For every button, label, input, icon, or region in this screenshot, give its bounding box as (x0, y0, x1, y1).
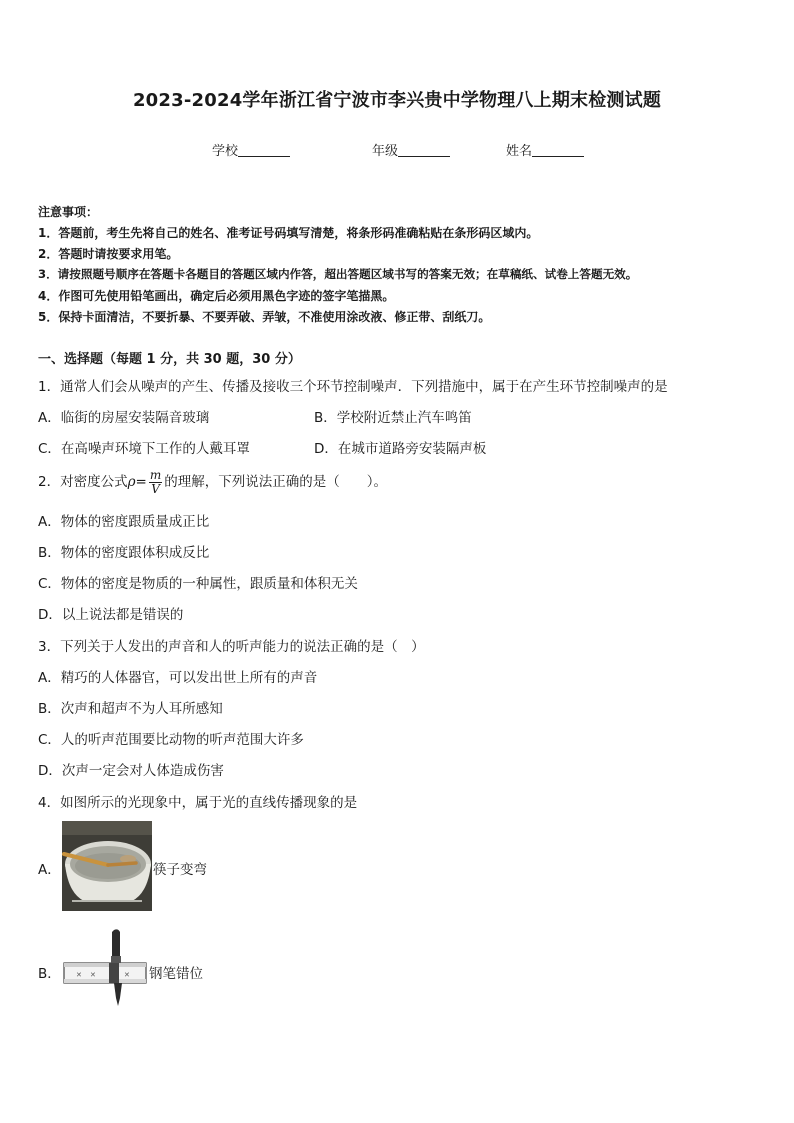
q2-stem-suffix: 的理解，下列说法正确的是（ ）。 (164, 474, 387, 490)
density-symbol: ρ (127, 474, 136, 490)
q3-option-c: C．人的听声范围要比动物的听声范围大许多 (38, 732, 304, 748)
pen-behind-glass-image (62, 928, 148, 1010)
question-2-stem (38, 466, 387, 498)
q3-option-d: D．次声一定会对人体造成伤害 (38, 763, 224, 779)
svg-text:✕: ✕ (124, 971, 130, 979)
q3-option-a: A．精巧的人体器官，可以发出世上所有的声音 (38, 670, 318, 686)
school-field[interactable] (212, 140, 290, 159)
q4-option-a-text: 筷子变弯 (153, 862, 207, 878)
name-label: 姓名 (506, 144, 533, 159)
grade-field[interactable] (372, 140, 450, 159)
q2-option-b: B．物体的密度跟体积成反比 (38, 545, 210, 561)
q2-option-d: D．以上说法都是错误的 (38, 607, 184, 623)
note-item: 4．作图可先使用铅笔画出，确定后必须用黑色字迹的签字笔描黑。 (38, 289, 395, 303)
fraction-denominator: V (151, 481, 160, 496)
notes-heading: 注意事项： (38, 205, 99, 219)
grade-blank[interactable] (398, 144, 450, 157)
svg-text:✕: ✕ (76, 971, 82, 979)
q4-option-b-text: 钢笔错位 (149, 966, 203, 982)
grade-label: 年级 (372, 144, 399, 159)
q2-stem-prefix: 2．对密度公式 (38, 474, 128, 490)
fraction-numerator: m (149, 467, 162, 482)
note-item: 1．答题前，考生先将自己的姓名、准考证号码填写清楚，将条形码准确粘贴在条形码区域内。 (38, 226, 539, 240)
note-item: 5．保持卡面清洁，不要折暴、不要弄破、弄皱，不准使用涂改液、修正带、刮纸刀。 (38, 310, 491, 324)
q4-option-a-letter: A． (38, 862, 61, 878)
note-item: 2．答题时请按要求用笔。 (38, 247, 179, 261)
chopsticks-in-water-image (62, 821, 152, 911)
q1-option-b: B．学校附近禁止汽车鸣笛 (314, 410, 472, 426)
q1-option-a: A．临街的房屋安装隔音玻璃 (38, 410, 210, 426)
q1-option-d: D．在城市道路旁安装隔声板 (314, 441, 487, 457)
question-4-stem: 4．如图所示的光现象中，属于光的直线传播现象的是 (38, 795, 358, 811)
note-item: 3．请按照题号顺序在答题卡各题目的答题区域内作答，超出答题区域书写的答案无效；在草稿纸、试卷上答题无效。 (38, 267, 638, 281)
question-1-stem: 1．通常人们会从噪声的产生、传播及接收三个环节控制噪声．下列措施中，属于在产生环节控制噪声的是 (38, 379, 668, 395)
name-field[interactable] (506, 140, 584, 159)
q2-option-a: A．物体的密度跟质量成正比 (38, 514, 210, 530)
name-blank[interactable] (532, 144, 584, 157)
page-title: 2023-2024学年浙江省宁波市李兴贵中学物理八上期末检测试题 (132, 90, 662, 111)
svg-text:✕: ✕ (90, 971, 96, 979)
density-fraction (149, 469, 162, 496)
section-heading: 一、选择题（每题 1 分，共 30 题，30 分） (38, 352, 301, 367)
school-label: 学校 (212, 144, 239, 159)
q4-option-b-letter: B． (38, 966, 61, 982)
q2-option-c: C．物体的密度是物质的一种属性，跟质量和体积无关 (38, 576, 358, 592)
equals-sign: = (135, 474, 147, 490)
q3-option-b: B．次声和超声不为人耳所感知 (38, 701, 223, 717)
q1-option-c: C．在高噪声环境下工作的人戴耳罩 (38, 441, 250, 457)
question-3-stem: 3．下列关于人发出的声音和人的听声能力的说法正确的是（ ） (38, 639, 425, 655)
school-blank[interactable] (238, 144, 290, 157)
